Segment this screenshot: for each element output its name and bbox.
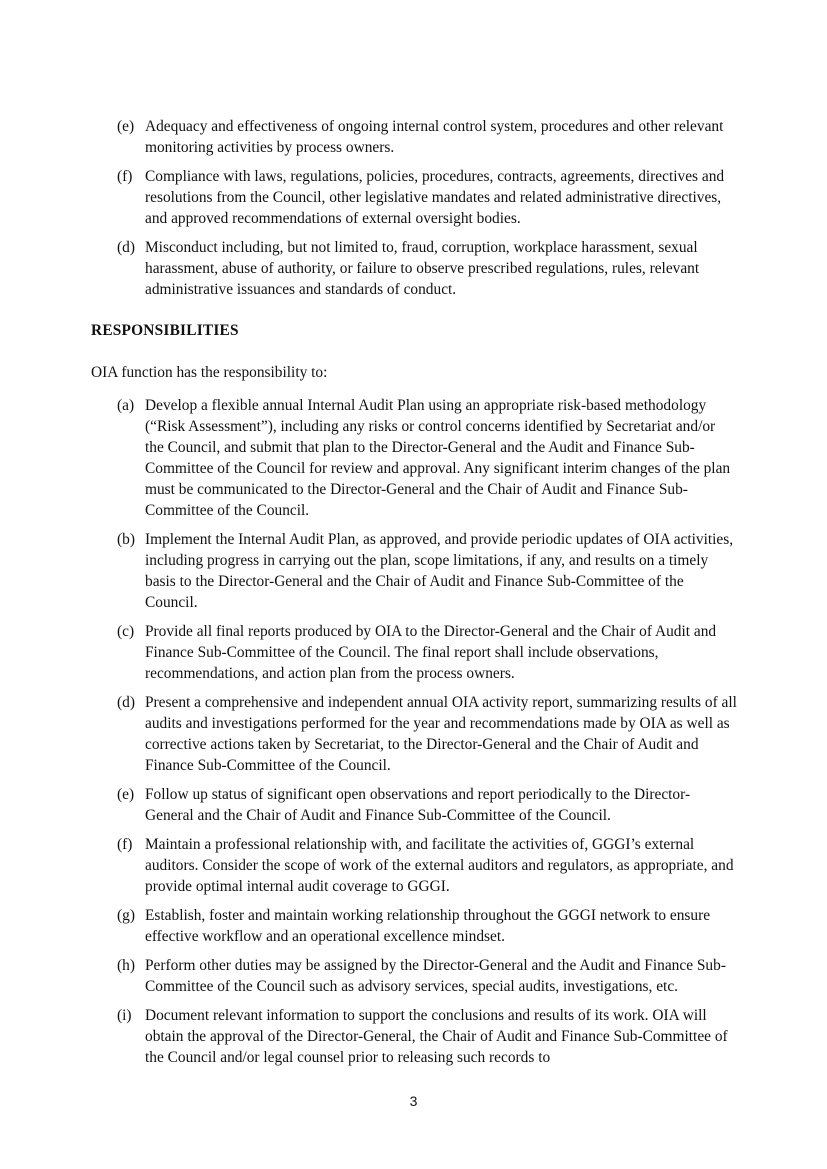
- item-marker: (f): [117, 168, 133, 185]
- list-item: [117, 621, 737, 684]
- item-marker: (d): [117, 239, 135, 256]
- item-marker: (d): [117, 694, 135, 711]
- page-number: 3: [409, 1093, 418, 1109]
- item-text: Implement the Internal Audit Plan, as approved, and provide periodic updates of OIA activities, including progress in carrying out the plan, scope limitations, if any, and results on a timely basis to the Director-General and the Chair of Audit and Finance Sub-Committee of the Council.: [145, 531, 734, 611]
- item-text: Perform other duties may be assigned by the Director-General and the Audit and Finance Sub-Committee of the Council such as advisory services, special audits, investigations, etc.: [145, 957, 726, 995]
- item-marker: (e): [117, 118, 135, 135]
- scope-list: [117, 116, 737, 308]
- item-marker: (h): [117, 957, 135, 974]
- item-text: Follow up status of significant open observations and report periodically to the Director-General and the Chair of Audit and Finance Sub-Committee of the Council.: [145, 786, 691, 824]
- list-item: [117, 237, 737, 300]
- item-marker: (a): [117, 397, 135, 414]
- responsibilities-list: [117, 395, 737, 1076]
- item-marker: (e): [117, 786, 135, 803]
- list-item: [117, 166, 737, 229]
- item-text: Compliance with laws, regulations, policies, procedures, contracts, agreements, directives and resolutions from the Council, other legislative mandates and related administrative directives, and approved recommendations of external oversight bodies.: [145, 168, 725, 227]
- list-item: [117, 784, 737, 826]
- item-text: Misconduct including, but not limited to, fraud, corruption, workplace harassment, sexual harassment, abuse of authority, or failure to observe prescribed regulations, rules, relevant administrative issuances and standards of conduct.: [145, 239, 700, 298]
- section-intro: OIA function has the responsibility to:: [91, 364, 328, 381]
- list-item: [117, 395, 737, 521]
- item-text: Develop a flexible annual Internal Audit Plan using an appropriate risk-based methodology (“Risk Assessment”), including any risks or control concerns identified by Secretariat and/or the Council, and submit that plan to the Director-General and the Audit and Finance Sub-Committee of the Council for review and approval. Any significant interim changes of the plan must be communicated to the Director-General and the Chair of Audit and Finance Sub-Committee of the Council.: [145, 397, 731, 519]
- list-item: [117, 834, 737, 897]
- item-text: Establish, foster and maintain working relationship throughout the GGGI network to ensure effective workflow and an operational excellence mindset.: [145, 907, 711, 945]
- list-item: [117, 692, 737, 776]
- list-item: [117, 905, 737, 947]
- item-text: Present a comprehensive and independent annual OIA activity report, summarizing results of all audits and investigations performed for the year and recommendations made by OIA as well as corrective actions taken by Secretariat, to the Director-General and the Chair of Audit and Finance Sub-Committee of the Council.: [145, 694, 737, 774]
- item-text: Document relevant information to support the conclusions and results of its work. OIA will obtain the approval of the Director-General, the Chair of Audit and Finance Sub-Committee of the Council and/or legal counsel prior to releasing such records to: [145, 1007, 728, 1066]
- item-marker: (c): [117, 623, 135, 640]
- item-marker: (i): [117, 1007, 132, 1024]
- list-item: [117, 529, 737, 613]
- item-text: Maintain a professional relationship with, and facilitate the activities of, GGGI’s external auditors. Consider the scope of work of the external auditors and regulators, as appropriate, and provide optimal internal audit coverage to GGGI.: [145, 836, 734, 895]
- item-marker: (b): [117, 531, 135, 548]
- list-item: [117, 1005, 737, 1068]
- item-marker: (g): [117, 907, 135, 924]
- list-item: [117, 116, 737, 158]
- section-heading: RESPONSIBILITIES: [91, 322, 239, 339]
- item-text: Adequacy and effectiveness of ongoing internal control system, procedures and other relevant monitoring activities by process owners.: [145, 118, 724, 156]
- item-marker: (f): [117, 836, 133, 853]
- item-text: Provide all final reports produced by OIA to the Director-General and the Chair of Audit and Finance Sub-Committee of the Council. The final report shall include observations, recommendations, and action plan from the process owners.: [145, 623, 717, 682]
- list-item: [117, 955, 737, 997]
